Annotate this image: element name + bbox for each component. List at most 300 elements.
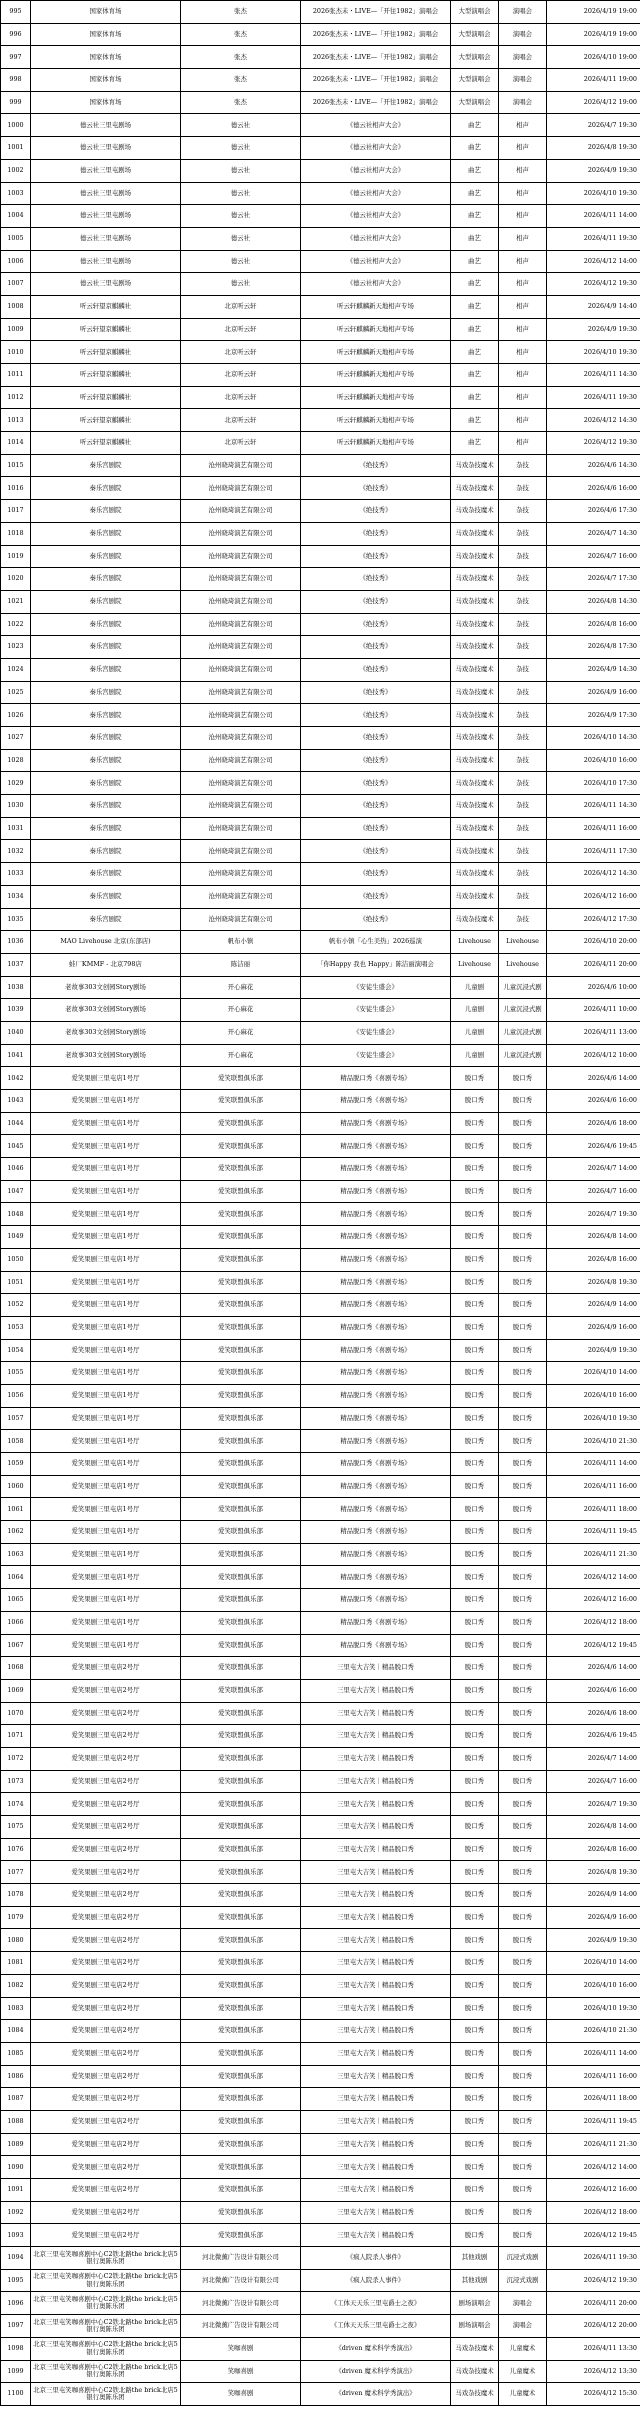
category-cell: 脱口秀 (451, 2042, 499, 2065)
subcategory-cell: 儿童沉浸式剧 (499, 976, 547, 999)
row-number-cell: 1021 (1, 590, 31, 613)
organizer-cell: 爱笑联盟俱乐部 (181, 2065, 301, 2088)
subcategory-cell: 脱口秀 (499, 1158, 547, 1181)
show-title-cell: 听云轩麒麟新天地相声专场 (301, 386, 451, 409)
table-row (1, 1158, 640, 1181)
row-number-cell: 1040 (1, 1021, 31, 1044)
show-title-cell: 《绝技秀》 (301, 772, 451, 795)
row-number-cell: 1031 (1, 817, 31, 840)
table-row (1, 1861, 640, 1884)
row-number-cell: 1072 (1, 1747, 31, 1770)
table-row (1, 1793, 640, 1816)
organizer-cell: 爱笑联盟俱乐部 (181, 1180, 301, 1203)
row-number-cell: 1070 (1, 1702, 31, 1725)
organizer-cell: 德云社 (181, 137, 301, 160)
datetime-cell: 2026/4/12 18:00 (547, 2201, 640, 2224)
show-title-cell: 精品脱口秀《喜剧专场》 (301, 1112, 451, 1135)
table-row (1, 46, 640, 69)
category-cell: 曲艺 (451, 227, 499, 250)
venue-cell: 爱笑果剧三里屯店1号厅 (31, 1634, 181, 1657)
venue-cell: 听云轩望京麒麟社 (31, 295, 181, 318)
category-cell: 脱口秀 (451, 1271, 499, 1294)
venue-cell: 听云轩望京麒麟社 (31, 432, 181, 455)
datetime-cell: 2026/4/10 20:00 (547, 931, 640, 954)
datetime-cell: 2026/4/9 14:30 (547, 658, 640, 681)
show-title-cell: 《绝技秀》 (301, 749, 451, 772)
table-row (1, 1248, 640, 1271)
show-title-cell: 2026张杰未・LIVE—「开往1982」演唱会 (301, 91, 451, 114)
subcategory-cell: 脱口秀 (499, 2042, 547, 2065)
venue-cell: 蛙厂KMMF - 北京798店 (31, 953, 181, 976)
category-cell: 曲艺 (451, 137, 499, 160)
row-number-cell: 1001 (1, 137, 31, 160)
row-number-cell: 1088 (1, 2110, 31, 2133)
show-title-cell: 三里屯大吉笑｜精品脱口秀 (301, 2133, 451, 2156)
row-number-cell: 1090 (1, 2156, 31, 2179)
venue-cell: 爱笑果剧三里屯店2号厅 (31, 2110, 181, 2133)
venue-cell: 听云轩望京麒麟社 (31, 386, 181, 409)
show-title-cell: 《德云社相声大会》 (301, 182, 451, 205)
subcategory-cell: 脱口秀 (499, 2065, 547, 2088)
table-row (1, 1135, 640, 1158)
table-row (1, 250, 640, 273)
datetime-cell: 2026/4/11 19:30 (547, 227, 640, 250)
table-row (1, 863, 640, 886)
show-title-cell: 精品脱口秀《喜剧专场》 (301, 1589, 451, 1612)
table-row (1, 1384, 640, 1407)
table-row (1, 931, 640, 954)
category-cell: 脱口秀 (451, 2156, 499, 2179)
subcategory-cell: 演唱会 (499, 69, 547, 92)
row-number-cell: 1032 (1, 840, 31, 863)
venue-cell: 老故事303文创园Story剧场 (31, 999, 181, 1022)
subcategory-cell: 脱口秀 (499, 2133, 547, 2156)
category-cell: Livehouse (451, 931, 499, 954)
row-number-cell: 1057 (1, 1407, 31, 1430)
category-cell: 曲艺 (451, 114, 499, 137)
category-cell: 马戏杂技魔术 (451, 749, 499, 772)
venue-cell: 爱笑果剧三里屯店1号厅 (31, 1543, 181, 1566)
show-title-cell: 三里屯大吉笑｜精品脱口秀 (301, 1679, 451, 1702)
venue-cell: 秦乐宫剧院 (31, 749, 181, 772)
category-cell: 脱口秀 (451, 1702, 499, 1725)
category-cell: 脱口秀 (451, 1543, 499, 1566)
organizer-cell: 河北微薰广告设计有限公司 (181, 2269, 301, 2292)
show-title-cell: 《工体天天乐三里屯爵士之夜》 (301, 2315, 451, 2338)
subcategory-cell: 相声 (499, 227, 547, 250)
datetime-cell: 2026/4/10 19:30 (547, 1997, 640, 2020)
row-number-cell: 1014 (1, 432, 31, 455)
show-title-cell: 三里屯大吉笑｜精品脱口秀 (301, 1838, 451, 1861)
row-number-cell: 1044 (1, 1112, 31, 1135)
table-row (1, 1611, 640, 1634)
organizer-cell: 北京听云轩 (181, 386, 301, 409)
organizer-cell: 爱笑联盟俱乐部 (181, 1997, 301, 2020)
venue-cell: 爱笑果剧三里屯店2号厅 (31, 1929, 181, 1952)
organizer-cell: 德云社 (181, 273, 301, 296)
table-row (1, 1884, 640, 1907)
row-number-cell: 1095 (1, 2269, 31, 2292)
subcategory-cell: 儿童魔术 (499, 2360, 547, 2383)
organizer-cell: 爱笑联盟俱乐部 (181, 1498, 301, 1521)
organizer-cell: 爱笑联盟俱乐部 (181, 1974, 301, 1997)
table-row (1, 1657, 640, 1680)
table-row (1, 1067, 640, 1090)
subcategory-cell: 脱口秀 (499, 1316, 547, 1339)
row-number-cell: 1013 (1, 409, 31, 432)
subcategory-cell: 杂技 (499, 454, 547, 477)
show-title-cell: 《绝技秀》 (301, 863, 451, 886)
table-row (1, 727, 640, 750)
venue-cell: 爱笑果剧三里屯店1号厅 (31, 1158, 181, 1181)
show-title-cell: 听云轩麒麟新天地相声专场 (301, 364, 451, 387)
table-row (1, 590, 640, 613)
datetime-cell: 2026/4/9 16:00 (547, 681, 640, 704)
subcategory-cell: 脱口秀 (499, 2110, 547, 2133)
datetime-cell: 2026/4/11 14:00 (547, 205, 640, 228)
organizer-cell: 沧州晓琦演艺有限公司 (181, 590, 301, 613)
organizer-cell: 沧州晓琦演艺有限公司 (181, 545, 301, 568)
organizer-cell: 爱笑联盟俱乐部 (181, 1861, 301, 1884)
show-title-cell: 精品脱口秀《喜剧专场》 (301, 1475, 451, 1498)
subcategory-cell: 脱口秀 (499, 1816, 547, 1839)
show-title-cell: 《绝技秀》 (301, 477, 451, 500)
datetime-cell: 2026/4/12 20:00 (547, 2315, 640, 2338)
show-title-cell: 2026张杰未・LIVE—「开往1982」演唱会 (301, 46, 451, 69)
row-number-cell: 1080 (1, 1929, 31, 1952)
organizer-cell: 爱笑联盟俱乐部 (181, 1384, 301, 1407)
show-title-cell: 《绝技秀》 (301, 522, 451, 545)
subcategory-cell: 相声 (499, 432, 547, 455)
venue-cell: 听云轩望京麒麟社 (31, 341, 181, 364)
subcategory-cell: 脱口秀 (499, 1884, 547, 1907)
datetime-cell: 2026/4/11 18:00 (547, 2088, 640, 2111)
table-row (1, 1112, 640, 1135)
subcategory-cell: 脱口秀 (499, 1203, 547, 1226)
category-cell: 脱口秀 (451, 1747, 499, 1770)
organizer-cell: 爱笑联盟俱乐部 (181, 1248, 301, 1271)
organizer-cell: 爱笑联盟俱乐部 (181, 1906, 301, 1929)
category-cell: 脱口秀 (451, 1135, 499, 1158)
row-number-cell: 1041 (1, 1044, 31, 1067)
table-row (1, 1816, 640, 1839)
subcategory-cell: 脱口秀 (499, 2156, 547, 2179)
show-title-cell: 2026张杰未・LIVE—「开往1982」演唱会 (301, 23, 451, 46)
table-row (1, 2269, 640, 2292)
subcategory-cell: 脱口秀 (499, 1634, 547, 1657)
venue-cell: 秦乐宫剧院 (31, 500, 181, 523)
category-cell: 马戏杂技魔术 (451, 636, 499, 659)
datetime-cell: 2026/4/11 14:30 (547, 364, 640, 387)
datetime-cell: 2026/4/12 19:30 (547, 273, 640, 296)
datetime-cell: 2026/4/6 14:00 (547, 1067, 640, 1090)
venue-cell: 北京三里屯笑咖喜剧中心C2铁北路the brick北店5银行奥陈乐团 (31, 2337, 181, 2360)
organizer-cell: 德云社 (181, 159, 301, 182)
subcategory-cell: 杂技 (499, 477, 547, 500)
datetime-cell: 2026/4/12 19:30 (547, 2269, 640, 2292)
datetime-cell: 2026/4/7 14:00 (547, 1747, 640, 1770)
table-row (1, 1453, 640, 1476)
show-title-cell: 三里屯大吉笑｜精品脱口秀 (301, 1929, 451, 1952)
table-row (1, 885, 640, 908)
venue-cell: 德云社三里屯剧场 (31, 182, 181, 205)
organizer-cell: 张杰 (181, 91, 301, 114)
category-cell: 儿童剧 (451, 999, 499, 1022)
category-cell: 脱口秀 (451, 1158, 499, 1181)
subcategory-cell: 脱口秀 (499, 1248, 547, 1271)
table-row (1, 1407, 640, 1430)
datetime-cell: 2026/4/6 19:45 (547, 1725, 640, 1748)
table-row (1, 2292, 640, 2315)
organizer-cell: 北京听云轩 (181, 341, 301, 364)
organizer-cell: 爱笑联盟俱乐部 (181, 1362, 301, 1385)
subcategory-cell: Livehouse (499, 953, 547, 976)
table-row (1, 454, 640, 477)
table-row (1, 2383, 640, 2406)
venue-cell: MAO Livehouse 北京(东部店) (31, 931, 181, 954)
show-title-cell: 《绝技秀》 (301, 885, 451, 908)
table-row (1, 1679, 640, 1702)
subcategory-cell: 沉浸式戏剧 (499, 2269, 547, 2292)
table-row (1, 227, 640, 250)
show-title-cell: 《绝技秀》 (301, 613, 451, 636)
venue-cell: 爱笑果剧三里屯店1号厅 (31, 1203, 181, 1226)
table-row (1, 1929, 640, 1952)
row-number-cell: 1042 (1, 1067, 31, 1090)
organizer-cell: 爱笑联盟俱乐部 (181, 1430, 301, 1453)
row-number-cell: 1049 (1, 1226, 31, 1249)
show-title-cell: 《绝技秀》 (301, 840, 451, 863)
organizer-cell: 爱笑联盟俱乐部 (181, 2110, 301, 2133)
row-number-cell: 1086 (1, 2065, 31, 2088)
category-cell: 马戏杂技魔术 (451, 2337, 499, 2360)
row-number-cell: 1009 (1, 318, 31, 341)
organizer-cell: 爱笑联盟俱乐部 (181, 1770, 301, 1793)
venue-cell: 国家体育场 (31, 46, 181, 69)
table-row (1, 840, 640, 863)
show-title-cell: 精品脱口秀《喜剧专场》 (301, 1611, 451, 1634)
organizer-cell: 开心麻花 (181, 1044, 301, 1067)
row-number-cell: 1099 (1, 2360, 31, 2383)
subcategory-cell: 杂技 (499, 613, 547, 636)
row-number-cell: 1083 (1, 1997, 31, 2020)
venue-cell: 爱笑果剧三里屯店1号厅 (31, 1362, 181, 1385)
subcategory-cell: 相声 (499, 341, 547, 364)
table-row (1, 613, 640, 636)
organizer-cell: 爱笑联盟俱乐部 (181, 1316, 301, 1339)
row-number-cell: 1046 (1, 1158, 31, 1181)
table-row (1, 704, 640, 727)
organizer-cell: 爱笑联盟俱乐部 (181, 2133, 301, 2156)
table-row (1, 1838, 640, 1861)
row-number-cell: 1097 (1, 2315, 31, 2338)
subcategory-cell: 儿童沉浸式剧 (499, 1044, 547, 1067)
show-title-cell: 三里屯大吉笑｜精品脱口秀 (301, 2065, 451, 2088)
category-cell: 其他戏剧 (451, 2269, 499, 2292)
row-number-cell: 1089 (1, 2133, 31, 2156)
subcategory-cell: 杂技 (499, 727, 547, 750)
row-number-cell: 1016 (1, 477, 31, 500)
table-row (1, 2088, 640, 2111)
subcategory-cell: 演唱会 (499, 23, 547, 46)
organizer-cell: 北京听云轩 (181, 318, 301, 341)
show-title-cell: 三里屯大吉笑｜精品脱口秀 (301, 1952, 451, 1975)
subcategory-cell: 脱口秀 (499, 1407, 547, 1430)
table-row (1, 1906, 640, 1929)
row-number-cell: 1030 (1, 795, 31, 818)
venue-cell: 秦乐宫剧院 (31, 727, 181, 750)
datetime-cell: 2026/4/12 19:00 (547, 91, 640, 114)
subcategory-cell: 脱口秀 (499, 1657, 547, 1680)
table-row (1, 1747, 640, 1770)
organizer-cell: 爱笑联盟俱乐部 (181, 1952, 301, 1975)
datetime-cell: 2026/4/10 21:30 (547, 1430, 640, 1453)
organizer-cell: 爱笑联盟俱乐部 (181, 1589, 301, 1612)
table-row (1, 2065, 640, 2088)
organizer-cell: 帆布小镇 (181, 931, 301, 954)
category-cell: 脱口秀 (451, 1067, 499, 1090)
category-cell: 脱口秀 (451, 2065, 499, 2088)
table-row (1, 999, 640, 1022)
venue-cell: 爱笑果剧三里屯店2号厅 (31, 2201, 181, 2224)
venue-cell: 秦乐宫剧院 (31, 681, 181, 704)
subcategory-cell: 脱口秀 (499, 1430, 547, 1453)
row-number-cell: 1051 (1, 1271, 31, 1294)
subcategory-cell: 相声 (499, 205, 547, 228)
row-number-cell: 1000 (1, 114, 31, 137)
venue-cell: 德云社三里屯剧场 (31, 227, 181, 250)
table-row (1, 1226, 640, 1249)
datetime-cell: 2026/4/12 14:00 (547, 2156, 640, 2179)
subcategory-cell: 脱口秀 (499, 1861, 547, 1884)
show-title-cell: 三里屯大吉笑｜精品脱口秀 (301, 2179, 451, 2202)
organizer-cell: 笑咖喜剧 (181, 2337, 301, 2360)
subcategory-cell: 脱口秀 (499, 2020, 547, 2043)
category-cell: 马戏杂技魔术 (451, 658, 499, 681)
category-cell: 脱口秀 (451, 1248, 499, 1271)
subcategory-cell: 杂技 (499, 885, 547, 908)
datetime-cell: 2026/4/6 17:30 (547, 500, 640, 523)
venue-cell: 秦乐宫剧院 (31, 840, 181, 863)
venue-cell: 爱笑果剧三里屯店2号厅 (31, 1657, 181, 1680)
row-number-cell: 1036 (1, 931, 31, 954)
venue-cell: 老故事303文创园Story剧场 (31, 1021, 181, 1044)
row-number-cell: 1029 (1, 772, 31, 795)
table-row (1, 2337, 640, 2360)
venue-cell: 德云社三里屯剧场 (31, 205, 181, 228)
datetime-cell: 2026/4/12 14:00 (547, 1566, 640, 1589)
subcategory-cell: 杂技 (499, 681, 547, 704)
organizer-cell: 沧州晓琦演艺有限公司 (181, 772, 301, 795)
category-cell: 脱口秀 (451, 1974, 499, 1997)
table-row (1, 1997, 640, 2020)
subcategory-cell: Livehouse (499, 931, 547, 954)
organizer-cell: 北京听云轩 (181, 364, 301, 387)
subcategory-cell: 脱口秀 (499, 1180, 547, 1203)
show-title-cell: 三里屯大吉笑｜精品脱口秀 (301, 1997, 451, 2020)
row-number-cell: 1056 (1, 1384, 31, 1407)
datetime-cell: 2026/4/11 17:30 (547, 840, 640, 863)
datetime-cell: 2026/4/11 19:45 (547, 1521, 640, 1544)
show-title-cell: 三里屯大吉笑｜精品脱口秀 (301, 2156, 451, 2179)
table-row (1, 182, 640, 205)
datetime-cell: 2026/4/19 19:00 (547, 23, 640, 46)
datetime-cell: 2026/4/11 13:00 (547, 1021, 640, 1044)
table-row (1, 1589, 640, 1612)
organizer-cell: 张杰 (181, 46, 301, 69)
row-number-cell: 1092 (1, 2201, 31, 2224)
row-number-cell: 1033 (1, 863, 31, 886)
datetime-cell: 2026/4/11 14:00 (547, 2042, 640, 2065)
category-cell: 脱口秀 (451, 1226, 499, 1249)
subcategory-cell: 脱口秀 (499, 2179, 547, 2202)
organizer-cell: 爱笑联盟俱乐部 (181, 2224, 301, 2247)
row-number-cell: 1098 (1, 2337, 31, 2360)
datetime-cell: 2026/4/12 16:00 (547, 885, 640, 908)
category-cell: 曲艺 (451, 159, 499, 182)
row-number-cell: 1077 (1, 1861, 31, 1884)
show-title-cell: 《德云社相声大会》 (301, 137, 451, 160)
table-row (1, 23, 640, 46)
organizer-cell: 德云社 (181, 114, 301, 137)
subcategory-cell: 杂技 (499, 772, 547, 795)
row-number-cell: 1052 (1, 1294, 31, 1317)
venue-cell: 爱笑果剧三里屯店1号厅 (31, 1453, 181, 1476)
venue-cell: 爱笑果剧三里屯店1号厅 (31, 1384, 181, 1407)
organizer-cell: 爱笑联盟俱乐部 (181, 1475, 301, 1498)
venue-cell: 爱笑果剧三里屯店1号厅 (31, 1180, 181, 1203)
organizer-cell: 爱笑联盟俱乐部 (181, 1294, 301, 1317)
table-row (1, 2360, 640, 2383)
datetime-cell: 2026/4/12 19:45 (547, 2224, 640, 2247)
category-cell: 脱口秀 (451, 1316, 499, 1339)
subcategory-cell: 脱口秀 (499, 1906, 547, 1929)
subcategory-cell: 脱口秀 (499, 1294, 547, 1317)
datetime-cell: 2026/4/11 10:00 (547, 999, 640, 1022)
subcategory-cell: 脱口秀 (499, 1589, 547, 1612)
venue-cell: 爱笑果剧三里屯店2号厅 (31, 1997, 181, 2020)
row-number-cell: 1050 (1, 1248, 31, 1271)
organizer-cell: 河北微薰广告设计有限公司 (181, 2292, 301, 2315)
organizer-cell: 沧州晓琦演艺有限公司 (181, 727, 301, 750)
category-cell: 脱口秀 (451, 1770, 499, 1793)
show-title-cell: 三里屯大吉笑｜精品脱口秀 (301, 1816, 451, 1839)
show-title-cell: 三里屯大吉笑｜精品脱口秀 (301, 1725, 451, 1748)
datetime-cell: 2026/4/8 19:30 (547, 1271, 640, 1294)
datetime-cell: 2026/4/8 17:30 (547, 636, 640, 659)
row-number-cell: 1087 (1, 2088, 31, 2111)
show-title-cell: 《德云社相声大会》 (301, 273, 451, 296)
organizer-cell: 爱笑联盟俱乐部 (181, 1339, 301, 1362)
organizer-cell: 沧州晓琦演艺有限公司 (181, 863, 301, 886)
datetime-cell: 2026/4/8 16:00 (547, 1248, 640, 1271)
table-row (1, 1952, 640, 1975)
datetime-cell: 2026/4/11 16:00 (547, 2065, 640, 2088)
subcategory-cell: 脱口秀 (499, 1067, 547, 1090)
subcategory-cell: 杂技 (499, 500, 547, 523)
row-number-cell: 1005 (1, 227, 31, 250)
category-cell: 马戏杂技魔术 (451, 2360, 499, 2383)
show-title-cell: 《绝技秀》 (301, 817, 451, 840)
category-cell: 脱口秀 (451, 2179, 499, 2202)
datetime-cell: 2026/4/6 16:00 (547, 1679, 640, 1702)
category-cell: 曲艺 (451, 250, 499, 273)
category-cell: 大型演唱会 (451, 1, 499, 24)
category-cell: 脱口秀 (451, 1521, 499, 1544)
show-title-cell: 三里屯大吉笑｜精品脱口秀 (301, 1747, 451, 1770)
subcategory-cell: 脱口秀 (499, 1226, 547, 1249)
organizer-cell: 爱笑联盟俱乐部 (181, 2156, 301, 2179)
